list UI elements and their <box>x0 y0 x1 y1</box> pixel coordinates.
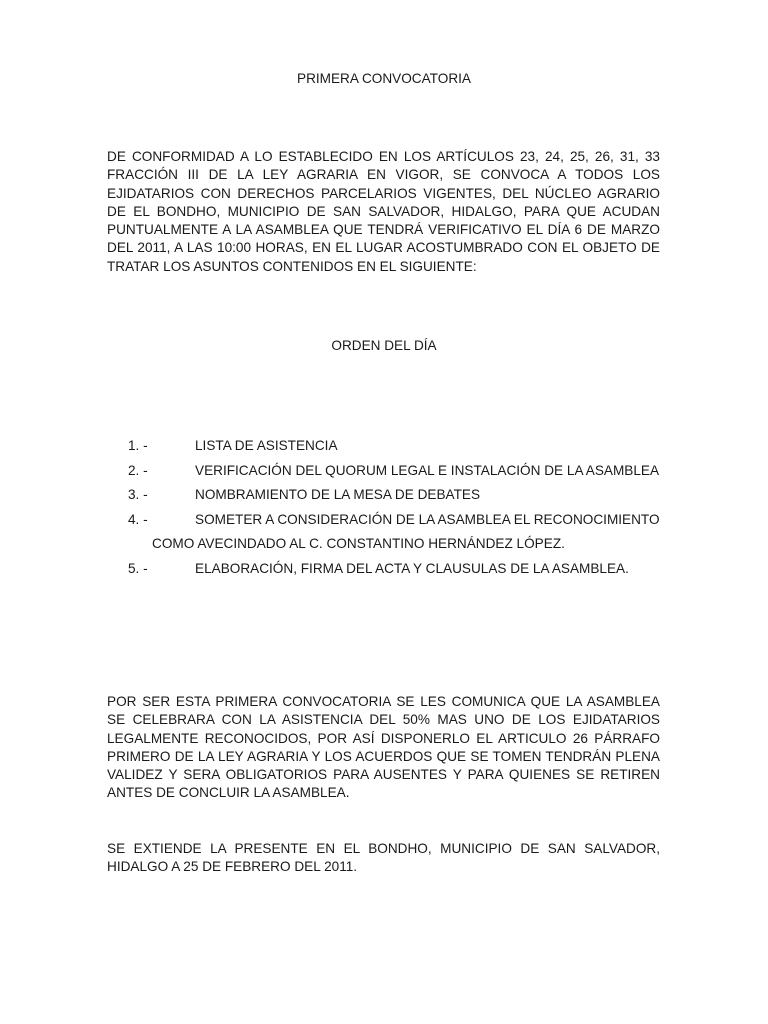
agenda-item-text: ELABORACIÓN, FIRMA DEL ACTA Y CLAUSULAS DE LA ASAMBLEA. <box>195 560 629 576</box>
closing-paragraph: SE EXTIENDE LA PRESENTE EN EL BONDHO, MUNICIPIO DE SAN SALVADOR, HIDALGO A 25 DE FEBRERO DEL 2011. <box>107 841 660 875</box>
agenda-item-number: 2. - <box>128 462 148 478</box>
agenda-item-number: 3. - <box>128 487 148 502</box>
agenda-item-number: 4. - <box>128 511 148 527</box>
intro-paragraph: DE CONFORMIDAD A LO ESTABLECIDO EN LOS ARTÍCULOS 23, 24, 25, 26, 31, 33 FRACCIÓN III DE LA LEY AGRARIA EN VIGOR, SE CONVOCA A TODOS LOS EJIDATARIOS CON DERECHOS PARCELARIOS VIGENTES, DEL NÚCLEO AGRARIO DE EL BONDHO, MUNICIPIO DE SAN SALVADOR, HIDALGO, PARA QUE ACUDAN PUNTUALMENTE A LA ASAMBLEA QUE TENDRÁ VERIFICATIVO EL DÍA 6 DE MARZO DEL 2011, A LAS 10:00 HORAS, EN EL LUGAR ACOSTUMBRADO CON EL OBJETO DE TRATAR LOS ASUNTOS CONTENIDOS EN EL SIGUIENTE: <box>107 149 660 274</box>
agenda-item <box>128 486 668 511</box>
agenda-item <box>128 462 668 487</box>
document-title: PRIMERA CONVOCATORIA <box>297 71 471 86</box>
agenda-item-continuation-text: COMO AVECINDADO AL C. CONSTANTINO HERNÁNDEZ LÓPEZ. <box>152 536 565 551</box>
agenda-item-text: NOMBRAMIENTO DE LA MESA DE DEBATES <box>195 487 481 502</box>
agenda-list <box>128 437 668 584</box>
agenda-item-continuation <box>128 535 668 560</box>
quorum-paragraph: POR SER ESTA PRIMERA CONVOCATORIA SE LES COMUNICA QUE LA ASAMBLEA SE CELEBRARA CON LA ASISTENCIA DEL 50% MAS UNO DE LOS EJIDATARIOS LEGALMENTE RECONOCIDOS, POR ASÍ DISPONERLO EL ARTICULO 26 PÁRRAFO PRIMERO DE LA LEY AGRARIA Y LOS ACUERDOS QUE SE TOMEN TENDRÁN PLENA VALIDEZ Y SERA OBLIGATORIOS PARA AUSENTES Y PARA QUIENES SE RETIREN ANTES DE CONCLUIR LA ASAMBLEA. <box>107 694 660 801</box>
agenda-item-text: VERIFICACIÓN DEL QUORUM LEGAL E INSTALACIÓN DE LA ASAMBLEA <box>195 462 660 478</box>
agenda-heading: ORDEN DEL DÍA <box>331 338 437 353</box>
agenda-item <box>128 437 668 462</box>
agenda-item-text: LISTA DE ASISTENCIA <box>195 438 338 453</box>
agenda-item-number: 1. - <box>128 438 148 453</box>
agenda-item <box>128 511 668 536</box>
agenda-item-text: SOMETER A CONSIDERACIÓN DE LA ASAMBLEA EL RECONOCIMIENTO <box>195 511 660 527</box>
agenda-item-number: 5. - <box>128 560 148 576</box>
agenda-item <box>128 560 668 585</box>
